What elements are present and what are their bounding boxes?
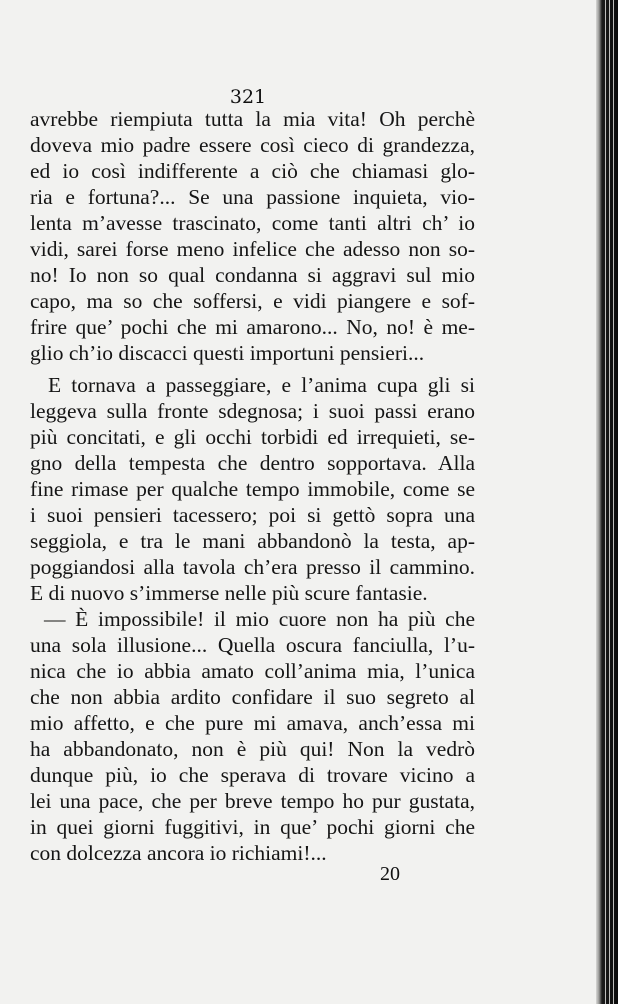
page-number: 321 — [229, 86, 267, 108]
text-line: E tornava a passeggiare, e l’anima cupa gli si — [48, 373, 475, 397]
text-line: frire que’ pochi che mi amarono... No, no! è me- — [30, 315, 475, 339]
signature-mark: 20 — [380, 863, 400, 885]
text-line: capo, ma so che soffersi, e vidi piangere e sof- — [30, 289, 475, 313]
text-line: mio affetto, e che pure mi amava, anch’essa mi — [30, 711, 475, 735]
book-spine — [596, 0, 618, 1004]
text-line: una sola illusione... Quella oscura fanciulla, l’u- — [30, 633, 475, 657]
text-line: con dolcezza ancora io richiami!... — [30, 841, 327, 865]
page-edge-line — [613, 0, 614, 1004]
text-line: seggiola, e tra le mani abbandonò la testa, ap- — [30, 529, 475, 553]
text-line: ria e fortuna?... Se una passione inquieta, vio- — [30, 185, 475, 209]
text-line: leggeva sulla fronte sdegnosa; i suoi passi erano — [30, 399, 475, 423]
text-line: — È impossibile! il mio cuore non ha più che — [44, 607, 475, 631]
text-line: dunque più, io che sperava di trovare vicino a — [30, 763, 475, 787]
page-edge-line — [605, 0, 606, 1004]
text-line: gno della tempesta che dentro sopportava. Alla — [30, 451, 475, 475]
text-line: ed io così indifferente a ciò che chiamasi glo- — [30, 159, 475, 183]
text-line: nica che io abbia amato coll’anima mia, l’unica — [30, 659, 475, 683]
text-line: ha abbandonato, non è più qui! Non la vedrò — [30, 737, 475, 761]
text-line: no! Io non so qual condanna si aggravi sul mio — [30, 263, 475, 287]
text-line: fine rimase per qualche tempo immobile, come se — [30, 477, 475, 501]
text-line: i suoi pensieri tacessero; poi si gettò sopra una — [30, 503, 475, 527]
text-line: lenta m’avesse trascinato, come tanti altri ch’ io — [30, 211, 475, 235]
text-line: E di nuovo s’immerse nelle più scure fantasie. — [30, 581, 428, 605]
text-line: doveva mio padre essere così cieco di grandezza, — [30, 133, 475, 157]
page-edge-line — [609, 0, 610, 1004]
text-line: più concitati, e gli occhi torbidi ed irrequieti, se- — [30, 425, 475, 449]
text-line: vidi, sarei forse meno infelice che adesso non so- — [30, 237, 475, 261]
text-line: lei una pace, che per breve tempo ho pur gustata, — [30, 789, 475, 813]
text-line: in quei giorni fuggitivi, in que’ pochi giorni che — [30, 815, 475, 839]
text-line: poggiandosi alla tavola ch’era presso il cammino. — [30, 555, 475, 579]
text-line: che non abbia ardito confidare il suo segreto al — [30, 685, 475, 709]
text-line: avrebbe riempiuta tutta la mia vita! Oh perchè — [30, 107, 475, 131]
text-line: glio ch’io discacci questi importuni pensieri... — [30, 341, 425, 365]
